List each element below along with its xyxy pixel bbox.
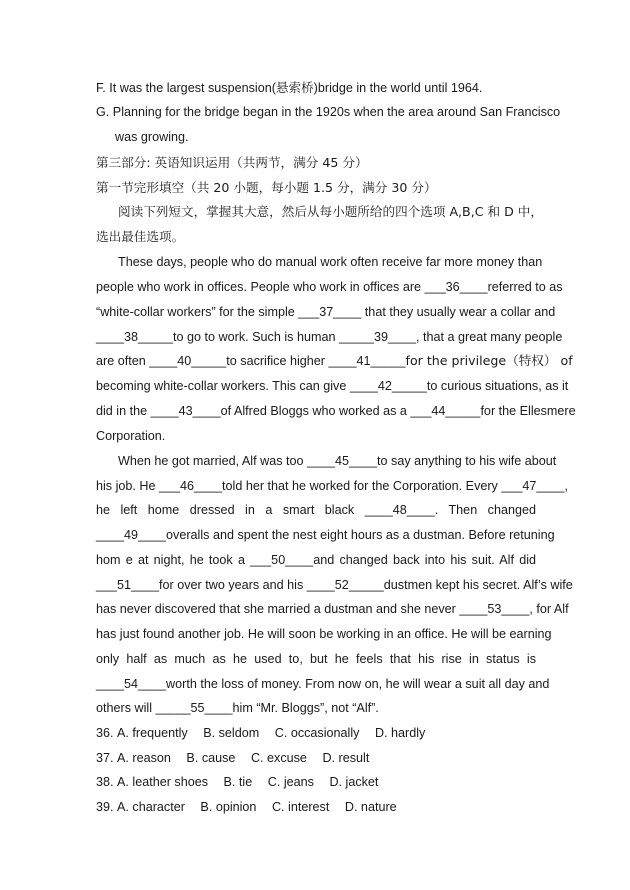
blank-43[interactable]: ____43____ — [150, 404, 221, 418]
blank-46[interactable]: ___46____ — [159, 479, 223, 493]
p2-line5: hom e at night, he took a ___50____and changed back into his suit. Alf did — [96, 553, 536, 567]
question-39 — [96, 799, 536, 815]
p2-line4: ____49____overalls and spent the nest eight hours as a dustman. Before retuning — [96, 528, 555, 542]
section1-title: 第一节完形填空（共 20 小题，每小题 1.5 分，满分 30 分） — [96, 180, 437, 195]
p2-line3: he left home dressed in a smart black ____48____. Then changed — [96, 503, 537, 517]
option-a[interactable]: A. character — [117, 800, 185, 814]
instructions-line2: 选出最佳选项。 — [96, 229, 185, 244]
p1-line3: “white-collar workers” for the simple ___37____ that they usually wear a collar and — [96, 305, 556, 319]
option-b[interactable]: B. seldom — [203, 726, 260, 740]
question-36 — [96, 725, 536, 741]
option-a[interactable]: A. leather shoes — [117, 775, 209, 789]
p2-line10: ____54____worth the loss of money. From now on, he will wear a suit all day and — [96, 677, 550, 691]
blank-47[interactable]: ___47____ — [501, 479, 565, 493]
blank-36[interactable]: ___36____ — [424, 280, 488, 294]
blank-52[interactable]: ____52_____ — [306, 578, 384, 592]
p2-line2: his job. He ___46____told her that he worked for the Corporation. Every ___47____, — [96, 479, 568, 493]
blank-39[interactable]: _____39____ — [338, 330, 416, 344]
option-g-line2: was growing. — [115, 130, 189, 144]
p1-line6: becoming white-collar workers. This can give ____42_____to curious situations, as it — [96, 379, 569, 393]
p2-line8: has just found another job. He will soon be working in an office. He will be earning — [96, 627, 552, 641]
blank-42[interactable]: ____42_____ — [349, 379, 427, 393]
blank-48[interactable]: ____48____ — [364, 503, 435, 517]
blank-51[interactable]: ___51____ — [96, 578, 160, 592]
instructions-line1: 阅读下列短文，掌握其大意，然后从每小题所给的四个选项 A,B,C 和 D 中， — [118, 204, 543, 219]
p1-line7: did in the ____43____of Alfred Bloggs who worked as a ___44_____for the Ellesmere — [96, 404, 576, 418]
blank-41[interactable]: ____41_____ — [328, 354, 406, 368]
option-c[interactable]: C. interest — [271, 800, 330, 814]
question-37 — [96, 750, 536, 766]
option-c[interactable]: C. excuse — [250, 751, 307, 765]
blank-44[interactable]: ___44_____ — [410, 404, 481, 418]
p1-line5: are often ____40_____to sacrifice higher ____41_____for the privilege（特权） of — [96, 353, 573, 368]
option-a[interactable]: A. frequently — [117, 726, 188, 740]
p1-line2: people who work in offices. People who work in offices are ___36____referred to as — [96, 280, 563, 294]
blank-40[interactable]: ____40_____ — [149, 354, 227, 368]
option-a[interactable]: A. reason — [117, 751, 171, 765]
question-38 — [96, 774, 536, 790]
p1-line1: These days, people who do manual work often receive far more money than — [118, 255, 543, 269]
p2-line9: only half as much as he used to, but he feels that his rise in status is — [96, 652, 536, 666]
part3-title: 第三部分: 英语知识运用（共两节，满分 45 分） — [96, 155, 368, 170]
blank-53[interactable]: ____53____ — [459, 602, 530, 616]
option-c[interactable]: C. jeans — [267, 775, 314, 789]
option-d[interactable]: D. result — [322, 751, 370, 765]
blank-45[interactable]: ____45____ — [307, 454, 378, 468]
option-d[interactable]: D. hardly — [374, 726, 426, 740]
blank-55[interactable]: _____55____ — [155, 701, 233, 715]
question-number: 39. — [96, 800, 118, 814]
p1-line4: ____38_____to go to work. Such is human _____39____, that a great many people — [96, 330, 563, 344]
option-d[interactable]: D. jacket — [329, 775, 379, 789]
question-number: 36. — [96, 726, 118, 740]
option-d[interactable]: D. nature — [344, 800, 397, 814]
option-c[interactable]: C. occasionally — [274, 726, 360, 740]
blank-49[interactable]: ____49____ — [96, 528, 167, 542]
option-g-line1: G. Planning for the bridge began in the 1920s when the area around San Francisco — [96, 105, 561, 119]
option-f: F. It was the largest suspension(悬索桥)bridge in the world until 1964. — [96, 81, 483, 95]
option-b[interactable]: B. opinion — [200, 800, 257, 814]
p2-line1: When he got married, Alf was too ____45____to say anything to his wife about — [118, 454, 557, 468]
p2-line11: others will _____55____him “Mr. Bloggs”, not “Alf”. — [96, 701, 379, 715]
p1-line8: Corporation. — [96, 429, 166, 443]
blank-37[interactable]: ___37____ — [298, 305, 362, 319]
blank-54[interactable]: ____54____ — [96, 677, 167, 691]
p2-line6: ___51____for over two years and his ____52_____dustmen kept his secret. Alf’s wife — [96, 578, 573, 592]
option-b[interactable]: B. tie — [223, 775, 253, 789]
blank-50[interactable]: ___50____ — [250, 553, 314, 567]
question-number: 37. — [96, 751, 118, 765]
option-b[interactable]: B. cause — [186, 751, 236, 765]
blank-38[interactable]: ____38_____ — [96, 330, 174, 344]
question-number: 38. — [96, 775, 114, 789]
p2-line7: has never discovered that she married a dustman and she never ____53____, for Alf — [96, 602, 569, 616]
